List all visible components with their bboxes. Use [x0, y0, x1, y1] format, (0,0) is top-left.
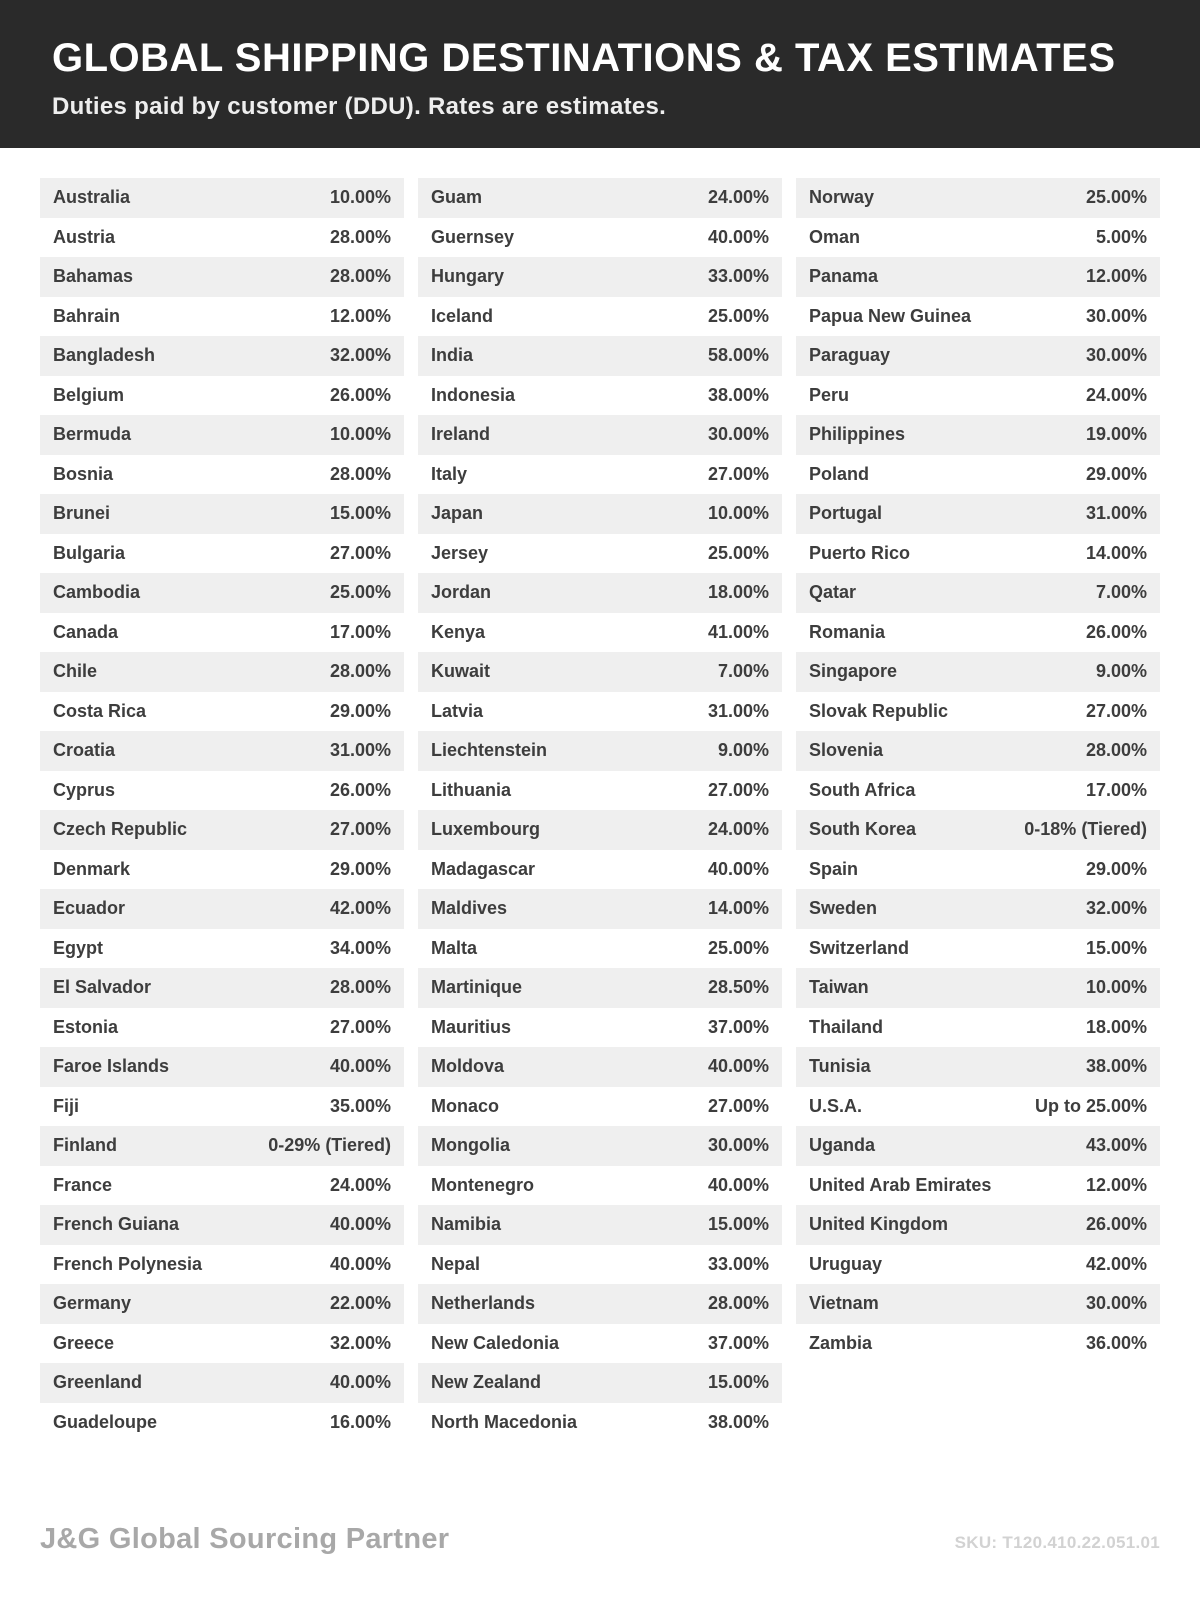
tax-rate: 42.00% — [329, 898, 391, 919]
table-row — [418, 1087, 782, 1127]
table-row — [796, 1245, 1160, 1285]
brand-name: J&G Global Sourcing Partner — [40, 1523, 450, 1555]
table-row — [796, 297, 1160, 337]
tax-rate: 26.00% — [1085, 1214, 1147, 1235]
country-name: New Caledonia — [431, 1332, 560, 1353]
tax-rate: 7.00% — [1095, 582, 1147, 603]
country-name: Philippines — [809, 424, 906, 445]
table-row — [418, 1008, 782, 1048]
table-row — [796, 1126, 1160, 1166]
table-row — [418, 929, 782, 969]
country-name: India — [431, 345, 474, 366]
table-row — [40, 1284, 404, 1324]
table-row — [796, 850, 1160, 890]
tax-rate: 28.00% — [329, 226, 391, 247]
tax-rate: 33.00% — [707, 1253, 769, 1274]
country-name: Panama — [809, 266, 879, 287]
country-name: Romania — [809, 621, 886, 642]
footer — [40, 1523, 1160, 1556]
tax-rate: 30.00% — [707, 1135, 769, 1156]
table-row — [40, 810, 404, 850]
table-row — [796, 178, 1160, 218]
table-row — [796, 455, 1160, 495]
table-row — [418, 336, 782, 376]
country-name: Fiji — [53, 1095, 79, 1116]
tax-rate: 15.00% — [329, 503, 391, 524]
country-name: Namibia — [431, 1214, 502, 1235]
table-row — [418, 1324, 782, 1364]
table-row — [796, 1008, 1160, 1048]
table-row — [796, 1205, 1160, 1245]
country-name: Guadeloupe — [53, 1411, 158, 1432]
table-row — [796, 771, 1160, 811]
tax-rate: 43.00% — [1085, 1135, 1147, 1156]
table-row — [40, 929, 404, 969]
country-name: Denmark — [53, 858, 131, 879]
table-row — [796, 336, 1160, 376]
table-row — [40, 1245, 404, 1285]
tax-rate: 34.00% — [329, 937, 391, 958]
table-row — [418, 494, 782, 534]
tax-rate: 30.00% — [1085, 345, 1147, 366]
tax-rate: 25.00% — [707, 937, 769, 958]
table-row — [418, 376, 782, 416]
table-row — [40, 692, 404, 732]
country-name: United Arab Emirates — [809, 1174, 992, 1195]
tax-rate: 31.00% — [329, 740, 391, 761]
table-row — [418, 415, 782, 455]
table-row — [40, 968, 404, 1008]
country-name: Mauritius — [431, 1016, 512, 1037]
country-name: Maldives — [431, 898, 508, 919]
country-name: Egypt — [53, 937, 104, 958]
tax-rate: 30.00% — [1085, 305, 1147, 326]
tax-rate: 40.00% — [329, 1253, 391, 1274]
table-row — [418, 771, 782, 811]
tax-rate: 28.00% — [1085, 740, 1147, 761]
tax-rate: 28.50% — [707, 977, 769, 998]
country-name: Finland — [53, 1135, 117, 1156]
tax-rate: 30.00% — [707, 424, 769, 445]
table-row — [796, 573, 1160, 613]
table-row — [418, 1126, 782, 1166]
tax-rate: 42.00% — [1085, 1253, 1147, 1274]
tax-rate: 14.00% — [1085, 542, 1147, 563]
tax-rate: 40.00% — [707, 1056, 769, 1077]
country-name: Poland — [809, 463, 870, 484]
table-row — [796, 613, 1160, 653]
tax-rate: 58.00% — [707, 345, 769, 366]
country-name: Estonia — [53, 1016, 119, 1037]
table-row — [40, 1205, 404, 1245]
tax-rate: 38.00% — [707, 1411, 769, 1432]
tax-rate: 36.00% — [1085, 1332, 1147, 1353]
country-name: New Zealand — [431, 1372, 542, 1393]
table-row — [796, 257, 1160, 297]
tax-rate: 19.00% — [1085, 424, 1147, 445]
table-row — [796, 692, 1160, 732]
tax-rate: 12.00% — [329, 305, 391, 326]
tax-rate: 15.00% — [707, 1214, 769, 1235]
table-row — [796, 929, 1160, 969]
country-name: Hungary — [431, 266, 505, 287]
table-row — [40, 455, 404, 495]
table-row — [40, 415, 404, 455]
rates-column-1 — [40, 178, 404, 1442]
tax-rate: 32.00% — [1085, 898, 1147, 919]
tax-rate: 26.00% — [329, 384, 391, 405]
country-name: Switzerland — [809, 937, 910, 958]
table-row — [796, 218, 1160, 258]
tax-rate: 28.00% — [329, 463, 391, 484]
tax-rate: 27.00% — [329, 542, 391, 563]
tax-rate: 37.00% — [707, 1016, 769, 1037]
tax-rate: 40.00% — [707, 1174, 769, 1195]
tax-rate: 24.00% — [707, 187, 769, 208]
page-title: GLOBAL SHIPPING DESTINATIONS & TAX ESTIMATES — [52, 36, 1116, 80]
table-row — [40, 1324, 404, 1364]
tax-rate: 0-18% (Tiered) — [1024, 819, 1147, 840]
tax-rate: 24.00% — [707, 819, 769, 840]
tax-rate: 18.00% — [707, 582, 769, 603]
tax-rate: Up to 25.00% — [1034, 1095, 1147, 1116]
table-row — [418, 178, 782, 218]
country-name: Japan — [431, 503, 484, 524]
table-row — [796, 889, 1160, 929]
tax-rate: 12.00% — [1085, 266, 1147, 287]
country-name: South Africa — [809, 779, 916, 800]
tax-rate: 10.00% — [329, 424, 391, 445]
country-name: Jordan — [431, 582, 492, 603]
country-name: French Polynesia — [53, 1253, 203, 1274]
country-name: Portugal — [809, 503, 883, 524]
table-row — [418, 455, 782, 495]
country-name: Australia — [53, 187, 131, 208]
table-row — [418, 1403, 782, 1443]
table-row — [796, 652, 1160, 692]
table-row — [418, 534, 782, 574]
tax-rate: 25.00% — [707, 305, 769, 326]
country-name: Slovak Republic — [809, 700, 949, 721]
table-row — [796, 731, 1160, 771]
country-name: Qatar — [809, 582, 857, 603]
country-name: Paraguay — [809, 345, 891, 366]
table-row — [40, 1166, 404, 1206]
tax-rate: 16.00% — [329, 1411, 391, 1432]
tax-rate: 10.00% — [1085, 977, 1147, 998]
table-row — [40, 652, 404, 692]
country-name: Liechtenstein — [431, 740, 548, 761]
tax-rate: 12.00% — [1085, 1174, 1147, 1195]
country-name: Croatia — [53, 740, 116, 761]
tax-rate: 26.00% — [1085, 621, 1147, 642]
tax-rate: 28.00% — [707, 1293, 769, 1314]
tax-rate: 35.00% — [329, 1095, 391, 1116]
table-row — [40, 771, 404, 811]
country-name: South Korea — [809, 819, 917, 840]
table-row — [418, 1166, 782, 1206]
tax-rate: 7.00% — [717, 661, 769, 682]
table-row — [418, 1205, 782, 1245]
country-name: Kenya — [431, 621, 486, 642]
country-name: Malta — [431, 937, 478, 958]
table-row — [418, 218, 782, 258]
country-name: Ireland — [431, 424, 491, 445]
table-row — [40, 850, 404, 890]
table-row — [40, 494, 404, 534]
tax-rate: 28.00% — [329, 977, 391, 998]
tax-rate: 17.00% — [329, 621, 391, 642]
country-name: Iceland — [431, 305, 494, 326]
table-row — [418, 810, 782, 850]
country-name: Nepal — [431, 1253, 481, 1274]
country-name: Monaco — [431, 1095, 500, 1116]
table-row — [796, 968, 1160, 1008]
country-name: Ecuador — [53, 898, 126, 919]
tax-rate: 15.00% — [1085, 937, 1147, 958]
country-name: Canada — [53, 621, 119, 642]
country-name: Mongolia — [431, 1135, 510, 1156]
country-name: Spain — [809, 858, 859, 879]
country-name: Oman — [809, 226, 861, 247]
table-row — [418, 692, 782, 732]
table-row — [796, 1047, 1160, 1087]
country-name: Austria — [53, 226, 116, 247]
tax-rate: 29.00% — [1085, 463, 1147, 484]
country-name: El Salvador — [53, 977, 152, 998]
country-name: Sweden — [809, 898, 878, 919]
table-row — [40, 257, 404, 297]
tax-rate: 27.00% — [329, 1016, 391, 1037]
tax-rate: 24.00% — [329, 1174, 391, 1195]
country-name: Singapore — [809, 661, 898, 682]
tax-rate: 25.00% — [329, 582, 391, 603]
tax-rate: 29.00% — [1085, 858, 1147, 879]
country-name: Tunisia — [809, 1056, 871, 1077]
country-name: Costa Rica — [53, 700, 147, 721]
country-name: Bangladesh — [53, 345, 156, 366]
country-name: Greece — [53, 1332, 115, 1353]
tax-rate: 29.00% — [329, 858, 391, 879]
rates-column-2 — [418, 178, 782, 1442]
tax-rate: 10.00% — [707, 503, 769, 524]
tax-rate: 9.00% — [1095, 661, 1147, 682]
country-name: Chile — [53, 661, 98, 682]
table-row — [418, 1284, 782, 1324]
tax-rate: 29.00% — [329, 700, 391, 721]
table-row — [796, 810, 1160, 850]
tax-rates-table — [40, 178, 1160, 1442]
country-name: Slovenia — [809, 740, 884, 761]
tax-rate: 31.00% — [1085, 503, 1147, 524]
country-name: Zambia — [809, 1332, 873, 1353]
table-row — [40, 376, 404, 416]
country-name: Netherlands — [431, 1293, 536, 1314]
tax-rate: 38.00% — [1085, 1056, 1147, 1077]
table-row — [418, 889, 782, 929]
table-row — [40, 1087, 404, 1127]
country-name: Thailand — [809, 1016, 884, 1037]
table-row — [418, 1047, 782, 1087]
tax-rate: 17.00% — [1085, 779, 1147, 800]
table-row — [418, 573, 782, 613]
table-row — [796, 1166, 1160, 1206]
tax-rate: 32.00% — [329, 1332, 391, 1353]
country-name: Taiwan — [809, 977, 869, 998]
country-name: Lithuania — [431, 779, 511, 800]
table-row — [40, 573, 404, 613]
tax-rate: 27.00% — [1085, 700, 1147, 721]
tax-rate: 25.00% — [707, 542, 769, 563]
country-name: Italy — [431, 463, 468, 484]
tax-rate: 40.00% — [707, 858, 769, 879]
country-name: Bermuda — [53, 424, 132, 445]
tax-rate: 10.00% — [329, 187, 391, 208]
table-row — [796, 376, 1160, 416]
country-name: Guam — [431, 187, 483, 208]
table-row — [796, 1324, 1160, 1364]
table-row — [418, 731, 782, 771]
tax-rate: 15.00% — [707, 1372, 769, 1393]
country-name: Cambodia — [53, 582, 141, 603]
table-row — [40, 1047, 404, 1087]
tax-rate: 9.00% — [717, 740, 769, 761]
country-name: Papua New Guinea — [809, 305, 972, 326]
tax-rate: 40.00% — [329, 1056, 391, 1077]
table-row — [418, 968, 782, 1008]
country-name: Brunei — [53, 503, 111, 524]
table-row — [418, 613, 782, 653]
table-row — [40, 731, 404, 771]
table-row — [40, 613, 404, 653]
table-row — [796, 1087, 1160, 1127]
tax-rate: 28.00% — [329, 266, 391, 287]
country-name: Latvia — [431, 700, 484, 721]
table-row — [40, 178, 404, 218]
table-row — [40, 1363, 404, 1403]
table-row — [40, 1008, 404, 1048]
table-row — [796, 1284, 1160, 1324]
tax-rate: 28.00% — [329, 661, 391, 682]
table-row — [40, 534, 404, 574]
tax-rate: 14.00% — [707, 898, 769, 919]
tax-rate: 31.00% — [707, 700, 769, 721]
tax-rate: 27.00% — [707, 463, 769, 484]
country-name: Bahrain — [53, 305, 121, 326]
country-name: Peru — [809, 384, 850, 405]
country-name: Bahamas — [53, 266, 134, 287]
tax-rate: 0-29% (Tiered) — [268, 1135, 391, 1156]
rates-column-3 — [796, 178, 1160, 1363]
table-row — [796, 534, 1160, 574]
table-row — [40, 1126, 404, 1166]
table-row — [418, 1245, 782, 1285]
table-row — [40, 218, 404, 258]
table-row — [418, 297, 782, 337]
tax-rate: 26.00% — [329, 779, 391, 800]
tax-rate: 33.00% — [707, 266, 769, 287]
country-name: Vietnam — [809, 1293, 879, 1314]
country-name: Norway — [809, 187, 875, 208]
table-row — [40, 889, 404, 929]
table-row — [418, 1363, 782, 1403]
country-name: Puerto Rico — [809, 542, 911, 563]
tax-rate: 32.00% — [329, 345, 391, 366]
tax-rate: 38.00% — [707, 384, 769, 405]
country-name: Montenegro — [431, 1174, 534, 1195]
tax-rate: 27.00% — [329, 819, 391, 840]
tax-rate: 27.00% — [707, 779, 769, 800]
table-row — [40, 1403, 404, 1443]
table-row — [418, 652, 782, 692]
tax-rate: 30.00% — [1085, 1293, 1147, 1314]
country-name: Martinique — [431, 977, 523, 998]
country-name: Jersey — [431, 542, 489, 563]
country-name: France — [53, 1174, 113, 1195]
header-banner — [0, 0, 1200, 148]
tax-rate: 18.00% — [1085, 1016, 1147, 1037]
country-name: Kuwait — [431, 661, 491, 682]
table-row — [796, 415, 1160, 455]
country-name: Moldova — [431, 1056, 505, 1077]
country-name: U.S.A. — [809, 1095, 863, 1116]
country-name: Luxembourg — [431, 819, 541, 840]
country-name: Uruguay — [809, 1253, 883, 1274]
tax-rate: 41.00% — [707, 621, 769, 642]
country-name: Greenland — [53, 1372, 143, 1393]
tax-rate: 40.00% — [329, 1214, 391, 1235]
country-name: Bulgaria — [53, 542, 126, 563]
country-name: Madagascar — [431, 858, 536, 879]
table-row — [40, 336, 404, 376]
tax-rate: 5.00% — [1095, 226, 1147, 247]
country-name: Germany — [53, 1293, 132, 1314]
tax-rate: 37.00% — [707, 1332, 769, 1353]
country-name: Indonesia — [431, 384, 516, 405]
country-name: Uganda — [809, 1135, 876, 1156]
table-row — [418, 850, 782, 890]
page-subtitle: Duties paid by customer (DDU). Rates are estimates. — [52, 93, 667, 120]
tax-rate: 40.00% — [329, 1372, 391, 1393]
tax-rate: 25.00% — [1085, 187, 1147, 208]
country-name: United Kingdom — [809, 1214, 948, 1235]
table-row — [796, 494, 1160, 534]
country-name: Bosnia — [53, 463, 114, 484]
tax-rate: 22.00% — [329, 1293, 391, 1314]
sku-label: SKU: T120.410.22.051.01 — [954, 1533, 1160, 1552]
country-name: Czech Republic — [53, 819, 188, 840]
tax-rate: 40.00% — [707, 226, 769, 247]
table-row — [418, 257, 782, 297]
country-name: North Macedonia — [431, 1411, 578, 1432]
country-name: Belgium — [53, 384, 125, 405]
country-name: Faroe Islands — [53, 1056, 170, 1077]
tax-rate: 27.00% — [707, 1095, 769, 1116]
tax-rate: 24.00% — [1085, 384, 1147, 405]
country-name: French Guiana — [53, 1214, 180, 1235]
country-name: Cyprus — [53, 779, 116, 800]
table-row — [40, 297, 404, 337]
country-name: Guernsey — [431, 226, 515, 247]
